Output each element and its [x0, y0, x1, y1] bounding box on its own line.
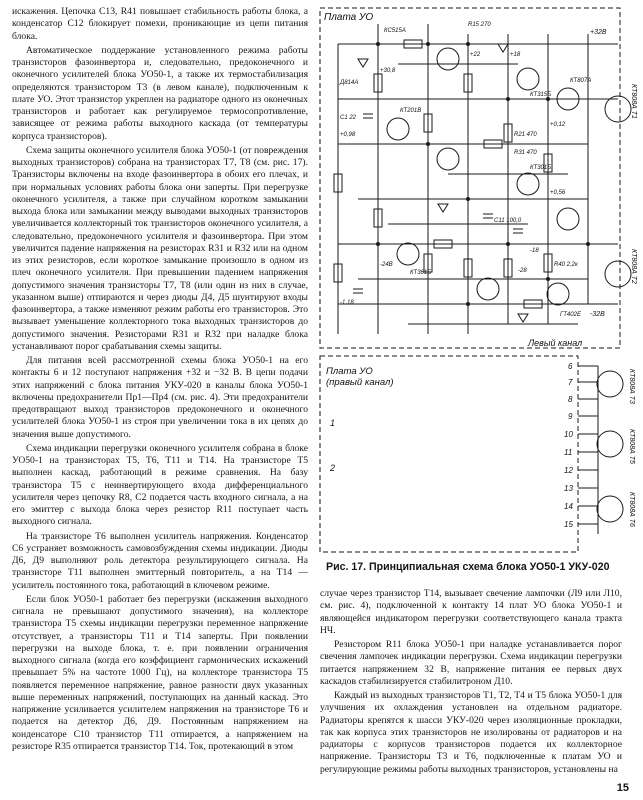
- pin-7: 7: [568, 378, 573, 387]
- paragraph-2: Автоматическое поддержание установленного режима работы транзисторов фазоинвертора и, следовательно, предоконечного и оконечного усилителей блока УО50-1, а также их термостабилизация определяются транзистором T3 (в левом канале), подключенным к плате УО. Этот транзистор укреплен на радиаторе одного из оконечных транзисторов и работает как регулируемое термосопротивление, зависящее от режима работы выходного каскада (от температуры корпуса транзисторов).: [12, 44, 308, 142]
- part-gt402e: ГТ402Е: [560, 312, 581, 318]
- transistor-t5-label: КТ808А T5: [628, 429, 635, 464]
- voltage-minus1-18: -1,18: [340, 300, 354, 306]
- left-channel-label: Левый канал: [528, 338, 583, 348]
- left-text-column: [12, 6, 308, 755]
- pin-15: 15: [564, 520, 573, 529]
- right-paragraph-1: случае через транзистор T14, вызывает свечение лампочки (Л9 или Л10, см. рис. 4), подключенной к контакту 14 плат УО блока УО50-1 и являющейся индикатором перегрузки соответствующего канала тракта НЧ.: [320, 588, 622, 636]
- part-kt807a: КТ807А: [570, 78, 592, 84]
- paragraph-3: Схема защиты оконечного усилителя блока УО50-1 (от повреждения выходных транзисторов) собрана на транзисторах T7, T8 (см. рис. 17). Транзисторы включены на входе фазоинвертора в обоих его плечах, и при нормальных условиях работы блока они заперты. При перегрузке оконечного усилителя, а также при случайном коротком замыкании выхода блока или замыкании между выводами выходных транзисторов увеличивается коллекторный ток транзисторов оконечного усилителя, а следовательно, предоконечного усилителя и фазоинвертора. При этом увеличится падение напряжения на резисторах R31 и R32 или на одном из этих резисторов, если короткое замыкание произошло в одном из плеч оконечного усилителя. При превышении падением напряжения допустимого значения транзисторы T7, T8 (или один из них в случае, указанном выше) отпираются и через диоды Д4, Д5 шунтируют входы фазоинвертора, а также изменяют режим работы его транзисторов. Это вызывает уменьшение коллекторного тока выходных транзисторов до допустимого значения. Резисторами R31 и R32 при наладке блока устанавливают порог срабатывания схемы защиты.: [12, 144, 308, 352]
- right-paragraph-2: Резистором R11 блока УО50-1 при наладке устанавливается порог свечения лампочек индикации перегрузки. Схема индикации перегрузки питается напряжением 32 В, напряжение питания ее первых двух каскадов стабилизируется стабилитроном Д10.: [320, 639, 622, 687]
- transistor-t6-label: КТ808А T6: [628, 492, 635, 527]
- pin-10: 10: [564, 430, 573, 439]
- contact-2: 2: [330, 463, 336, 473]
- transistor-t3-label: КТ808А T3: [628, 369, 635, 404]
- paragraph-6: На транзисторе T6 выполнен усилитель напряжения. Конденсатор C6 устраняет возможность самовозбуждения схемы индикации. Диоды Д6, Д9 выполняют роль детектора результирующего сигнала. На транзисторе T11 выполнен эмиттерный повторитель, а на T14 — усилитель постоянного тока, работающий в ключевом режиме.: [12, 530, 308, 591]
- voltage-22: +22: [470, 52, 481, 58]
- part-c1: C1 22: [340, 115, 357, 121]
- contact-1: 1: [330, 418, 336, 428]
- paragraph-7: Если блок УО50-1 работает без перегрузки (искажения выходного сигнала не превышают допустимого значения), на коллекторе транзистора T5 схемы индикации перегрузки переменное напряжение отсутствует, а транзисторы T11 и T14 заперты. При появлении перегрузки на выходе блока, т. е. при появлении ограничения выходного сигнала (когда его коэффициент гармонических искажений превышает 5% на частоте 1000 Гц), на коллекторе транзистора T5 появляется переменное напряжение, равное разности двух указанных выше переменных напряжений, поступающих на данный каскад. Это напряжение усиливается усилителем напряжения на транзисторе T6 и подается на детектор Д6, Д9. Постоянным напряжением на конденсаторе C10 транзистор T11 отпирается, а напряжением на резисторе R35 отпирается транзистор T14. Ток, протекающий в этом: [12, 593, 308, 752]
- pin-8: 8: [568, 395, 573, 404]
- pin-12: 12: [564, 466, 573, 475]
- right-paragraph-3: Каждый из выходных транзисторов T1, T2, T4 и T5 блока УО50-1 для улучшения их охлаждения установлен на отдельном радиаторе. Радиаторы крепятся к шасси УКУ-020 через изоляционные прокладки, так как корпуса этих транзисторов не изолированы от радиаторов и на радиаторы с корпусов транзисторов подается их коллекторное напряжение. Транзисторы T3 и T6, подключенные к платам УО и регулирующие режимы работы выходных транзисторов, установлены на: [320, 690, 622, 775]
- voltage-0-56: +0,56: [550, 190, 566, 196]
- board-label-bottom-1: Плата УО: [326, 366, 373, 377]
- part-r40: R40 2,2к: [554, 262, 578, 268]
- board-label-top: Плата УО: [324, 12, 374, 23]
- voltage-minus28: -28: [518, 268, 527, 274]
- voltage-minus18: -18: [530, 248, 539, 254]
- schematic-figure: [318, 4, 636, 556]
- part-d814a: Д814А: [340, 80, 359, 86]
- part-r31: R31 470: [514, 150, 537, 156]
- right-text-column: [320, 588, 622, 778]
- schematic-diagram: [318, 4, 636, 556]
- voltage-minus32: -32В: [590, 311, 605, 318]
- voltage-plus32: +32В: [590, 29, 607, 36]
- voltage-30-8: +30,8: [380, 68, 396, 74]
- page-number: 15: [616, 782, 629, 794]
- pin-11: 11: [564, 448, 573, 457]
- part-r21: R21 470: [514, 132, 537, 138]
- part-ks515a: КС515А: [384, 28, 406, 34]
- paragraph-1: искажения. Цепочка C13, R41 повышает стабильность работы блока, а конденсатор C12 блокирует помехи, проникающие из цепи питания блока.: [12, 6, 308, 42]
- board-label-bottom-2: (правый канал): [326, 377, 394, 388]
- pin-13: 13: [564, 484, 573, 493]
- pin-6: 6: [568, 362, 573, 371]
- part-kt301b: КТ301Б: [530, 165, 552, 171]
- figure-caption: Рис. 17. Принципиальная схема блока УО50-1 УКУ-020: [326, 561, 610, 573]
- part-kt315b: КТ315Б: [530, 92, 552, 98]
- pin-14: 14: [564, 502, 573, 511]
- part-kt201v: КТ201В: [400, 108, 422, 114]
- part-c11: C11 100,0: [494, 218, 522, 224]
- pin-9: 9: [568, 412, 573, 421]
- voltage-0-98: +0,98: [340, 132, 356, 138]
- part-r15: R15 270: [468, 22, 491, 28]
- paragraph-4: Для питания всей рассмотренной схемы блока УО50-1 на его контакты 6 и 12 поступают напряжения +32 и −32 В. В цепи подачи этих напряжений с блока питания УКУ-020 в каналы блока УО50-1 включены предохранители Пр1—Пр4 (см. рис. 4). Эти предохранители предотвращают выход транзисторов предоконечного и оконечного усилителей блока УО50-1 из строя при увеличении тока в их цепях до значения выше допустимого.: [12, 355, 308, 440]
- voltage-minus24: -24В: [380, 262, 393, 268]
- paragraph-5: Схема индикации перегрузки оконечного усилителя собрана в блоке УО50-1 на транзисторах T5, T6, T11 и T14. На транзисторе T5 выполнен каскад, работающий в режиме сравнения. На базу транзистора T5 с неинвертирующего входа дифференциального усилителя через цепочку R8, C2 подается часть входного сигнала, а на его эмиттер с выхода блока через резистор R11 поступает часть выходного сигнала.: [12, 442, 308, 528]
- part-kt361b: КТ361Б: [410, 270, 432, 276]
- transistor-t2-label: КТ808А T2: [630, 249, 637, 284]
- voltage-18: +18: [510, 52, 521, 58]
- voltage-0-12: +0,12: [550, 122, 566, 128]
- transistor-t1-label: КТ808А T1: [630, 84, 637, 119]
